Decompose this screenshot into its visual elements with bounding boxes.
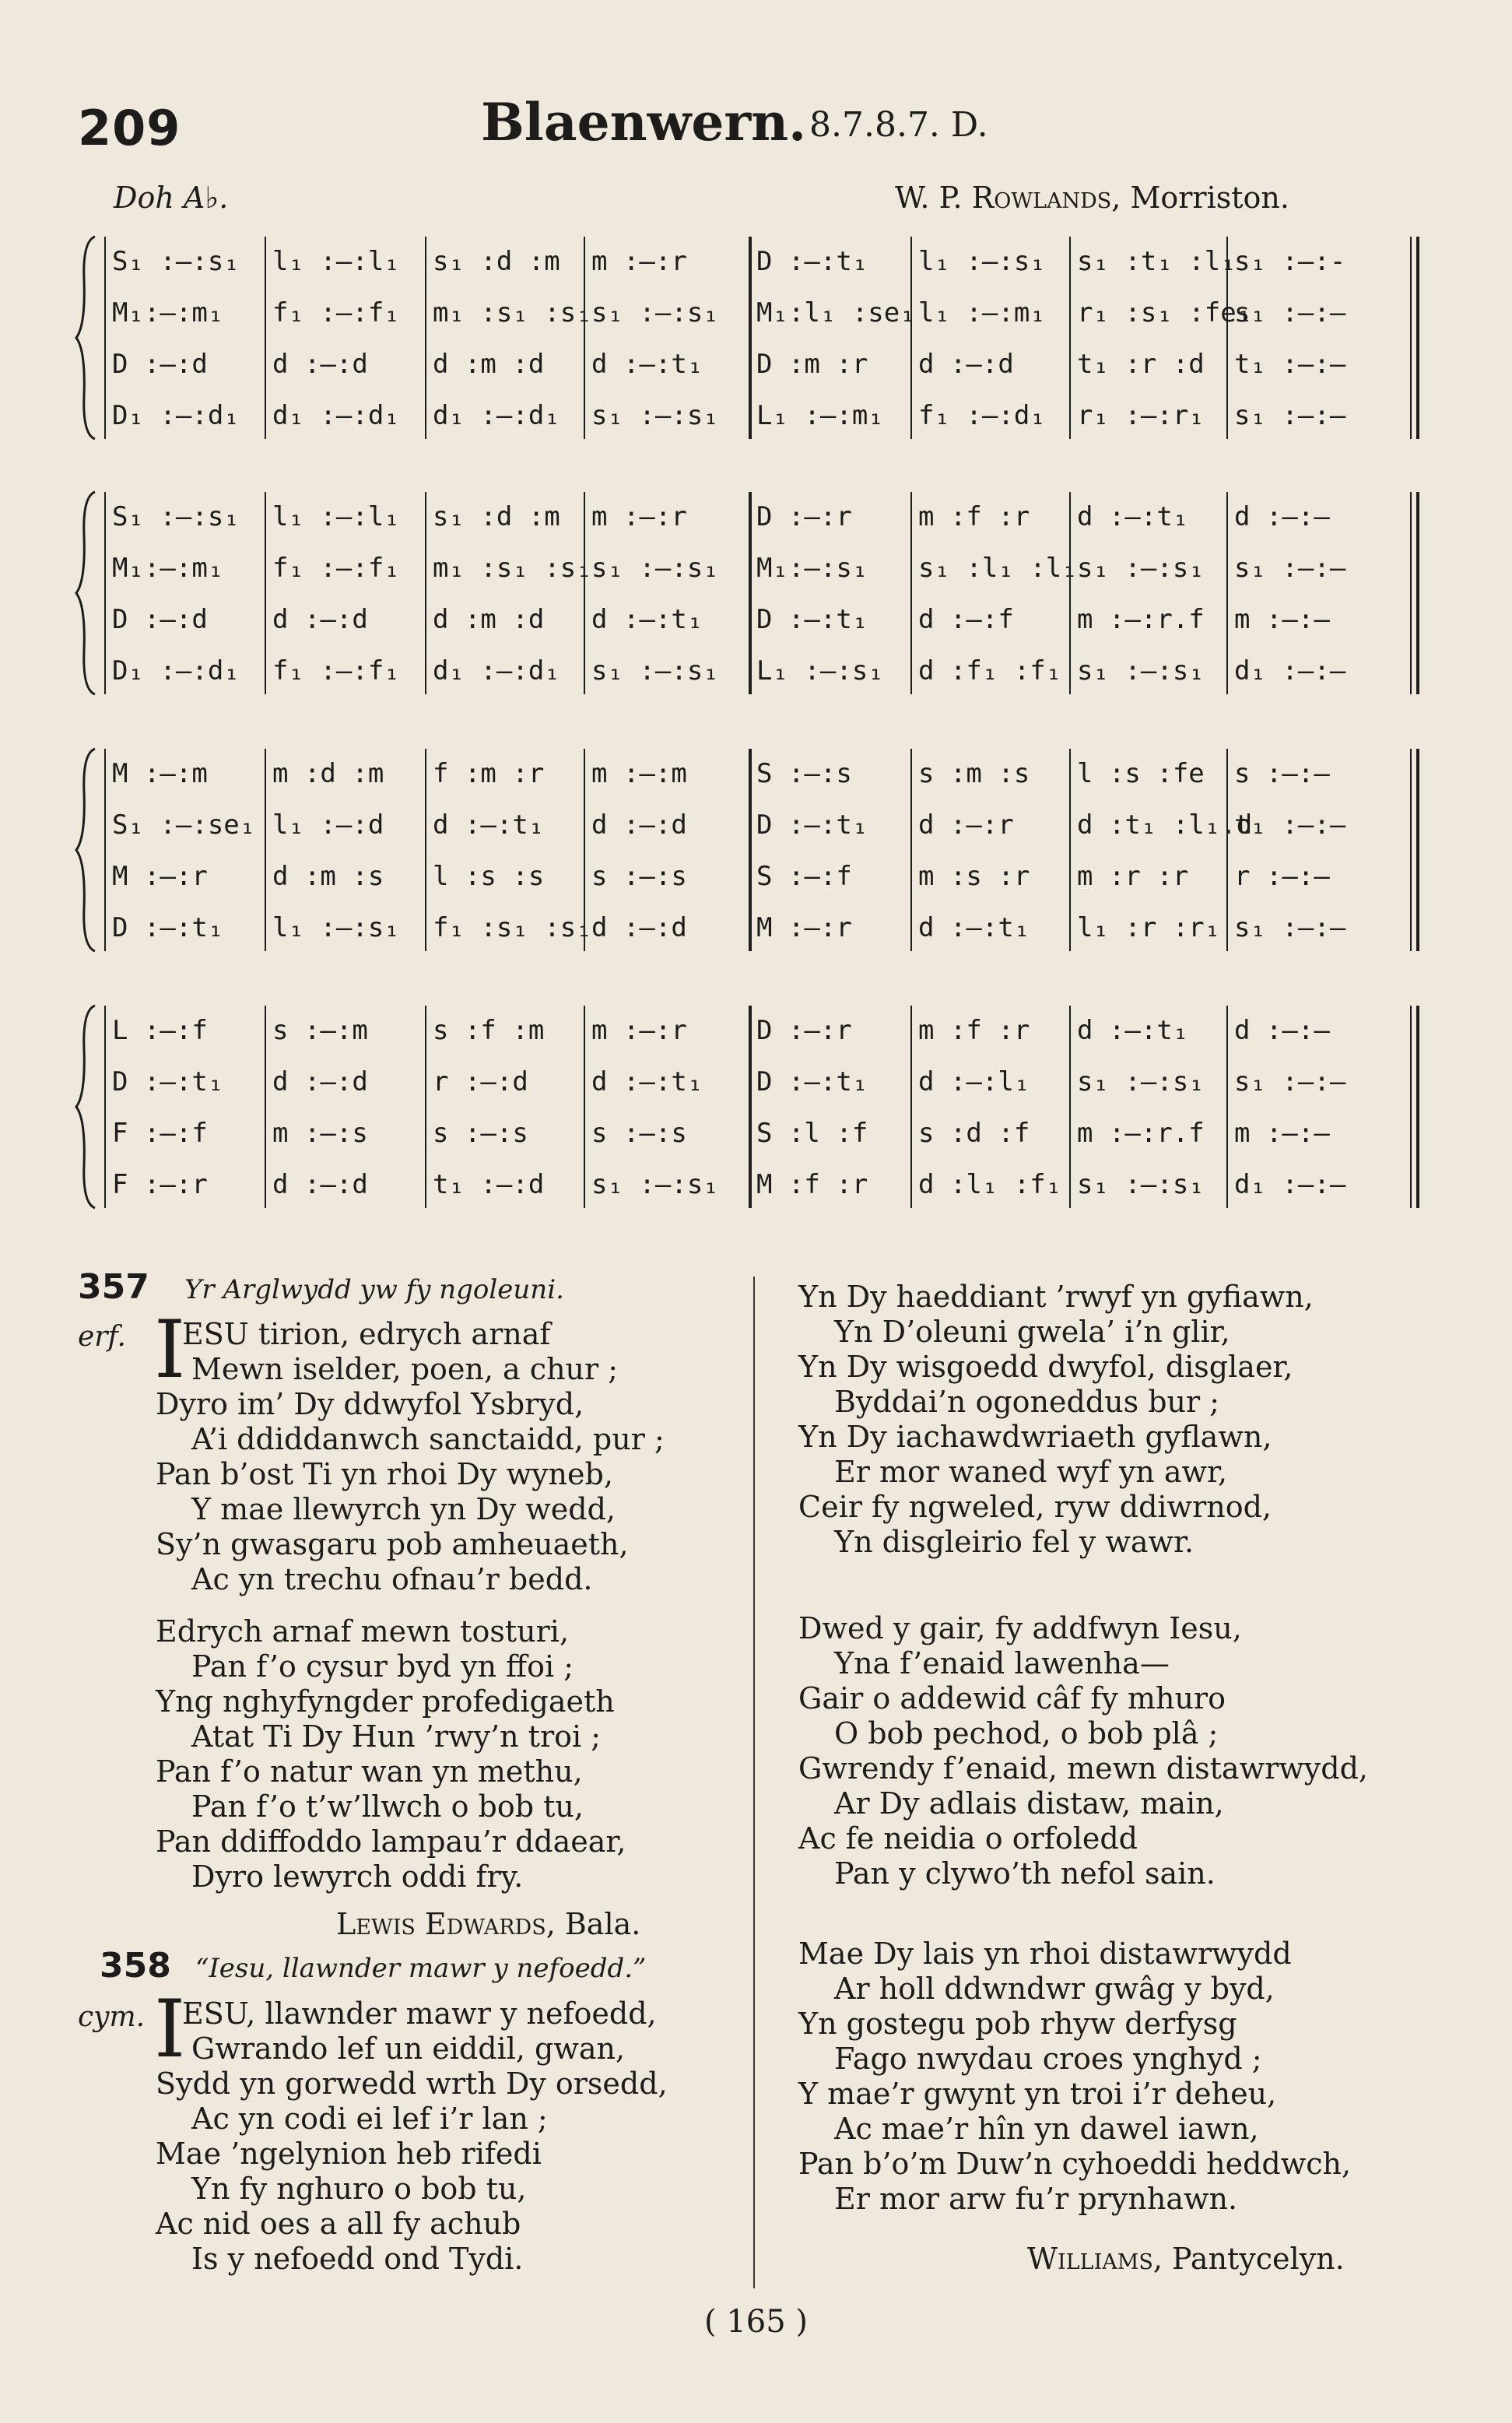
- verse-line: Pan b’o’m Duw’n cyhoeddi heddwch,: [798, 2147, 1352, 2181]
- measure: D :—:t₁: [756, 246, 868, 277]
- verse-line: Is y nefoedd ond Tydi.: [191, 2242, 524, 2276]
- verse-line: Mewn iselder, poen, a chur ;: [191, 1352, 619, 1386]
- measure: d :—:t₁: [1077, 501, 1189, 532]
- measure: m :f :r: [918, 501, 1030, 532]
- measure: l₁ :—:m₁: [918, 297, 1046, 328]
- column-divider: [753, 1276, 755, 2288]
- measure: S :—:f: [756, 861, 852, 892]
- verse-line: O bob pechod, o bob plâ ;: [834, 1716, 1219, 1751]
- measure: s :—:m: [272, 1015, 368, 1046]
- hymn-357-heading: [78, 1267, 564, 1307]
- hymn-358-verse-1: [154, 1983, 668, 2277]
- key-signature: Doh A♭.: [114, 181, 229, 215]
- measure: L₁ :—:m₁: [756, 400, 884, 431]
- hymn-title: Yr Arglwydd yw fy ngoleuni.: [184, 1274, 564, 1305]
- alto-part: [95, 1054, 1430, 1110]
- measure: M₁:—:m₁: [112, 553, 224, 584]
- verse-line: Yn gostegu pob rhyw derfysg: [798, 2007, 1237, 2041]
- measure: l₁ :r :r₁: [1077, 912, 1221, 943]
- measure: d :—:d: [272, 349, 368, 380]
- verse-line: Gair o addewid câf fy mhuro: [798, 1681, 1226, 1715]
- measure: d :—:f: [918, 604, 1014, 635]
- author-name: Williams: [1027, 2242, 1153, 2276]
- music-system: [95, 1003, 1430, 1211]
- measure: d₁ :—:d₁: [433, 655, 560, 687]
- measure: s₁ :l₁ :l₁: [918, 553, 1078, 584]
- measure: D₁ :—:d₁: [112, 400, 240, 431]
- measure: l₁ :—:l₁: [272, 501, 400, 532]
- tune-meter: 8.7.8.7. D.: [809, 105, 988, 145]
- measure: D :—:t₁: [112, 912, 224, 943]
- drop-cap: I: [154, 1304, 186, 1396]
- measure: m :—:m: [591, 758, 687, 789]
- author-name: Lewis Edwards: [336, 1907, 546, 1941]
- measure: d :—:t₁: [918, 912, 1030, 943]
- measure: d :—:t₁: [591, 349, 703, 380]
- verse-line: Yn Dy haeddiant ’rwyf yn gyfiawn,: [798, 1280, 1314, 1314]
- verse-line: Dyro im’ Dy ddwyfol Ysbryd,: [156, 1387, 584, 1421]
- hymn-number: 358: [100, 1946, 171, 1986]
- measure: m :d :m: [272, 758, 384, 789]
- verse-line: Pan f’o natur wan yn methu,: [156, 1754, 583, 1789]
- measure: F :—:f: [112, 1118, 208, 1149]
- measure: d :—:d: [591, 912, 687, 943]
- measure: s :m :s: [918, 758, 1030, 789]
- tune-reference: cym.: [78, 2001, 146, 2033]
- composer-name: W. P. Rowlands: [895, 181, 1112, 215]
- measure: d :f₁ :f₁: [918, 655, 1062, 687]
- measure: m :—:r.f: [1077, 604, 1205, 635]
- measure: D₁ :—:d₁: [112, 655, 240, 687]
- measure: d :—:t₁: [433, 809, 545, 841]
- measure: t₁ :r :d: [1077, 349, 1205, 380]
- verse-line: Pan ddiffoddo lampau’r ddaear,: [156, 1824, 626, 1859]
- measure: d :—:r: [918, 809, 1014, 841]
- music-system: [95, 234, 1430, 442]
- measure: f₁ :—:f₁: [272, 297, 400, 328]
- measure: S₁ :—:s₁: [112, 246, 240, 277]
- verse-line: Ac nid oes a all fy achub: [156, 2207, 521, 2241]
- verse-line: Ac yn trechu ofnau’r bedd.: [191, 1562, 593, 1596]
- measure: s₁ :d :m: [433, 246, 560, 277]
- measure: d₁ :—:d₁: [272, 400, 400, 431]
- measure: m :—:r.f: [1077, 1118, 1205, 1149]
- measure: t₁ :—:—: [1234, 809, 1346, 841]
- measure: f₁ :—:f₁: [272, 553, 400, 584]
- measure: d :m :s: [272, 861, 384, 892]
- measure: d :—:d: [591, 809, 687, 841]
- alto-part: [95, 797, 1430, 853]
- hymn-357-verse-2: [156, 1614, 626, 1895]
- verse-line: Yn Dy wisgoedd dwyfol, disglaer,: [798, 1350, 1293, 1384]
- verse-line: Yn fy nghuro o bob tu,: [191, 2172, 527, 2206]
- verse-line: Yn disgleirio fel y wawr.: [834, 1525, 1195, 1559]
- verse-line: Er mor waned wyf yn awr,: [834, 1455, 1228, 1489]
- verse-line: Sy’n gwasgaru pob amheuaeth,: [156, 1527, 629, 1561]
- measure: s₁ :—:-: [1234, 246, 1346, 277]
- verse-line: Y mae llewyrch yn Dy wedd,: [191, 1492, 616, 1526]
- measure: s₁ :—:s₁: [1077, 1169, 1205, 1200]
- measure: t₁ :—:d: [433, 1169, 545, 1200]
- measure: d₁ :—:—: [1234, 655, 1346, 687]
- measure: d :—:t₁: [591, 604, 703, 635]
- measure: s₁ :—:s₁: [591, 297, 719, 328]
- measure: m :r :r: [1077, 861, 1189, 892]
- measure: m :—:—: [1234, 604, 1330, 635]
- measure: d :t₁ :l₁.d: [1077, 809, 1253, 841]
- measure: f :m :r: [433, 758, 545, 789]
- measure: l₁ :—:l₁: [272, 246, 400, 277]
- music-system: [95, 489, 1430, 697]
- bass-part: [95, 900, 1430, 956]
- measure: f₁ :s₁ :s₁: [433, 912, 592, 943]
- measure: d₁ :—:—: [1234, 1169, 1346, 1200]
- hymn-358-heading: [100, 1946, 646, 1986]
- measure: f₁ :—:f₁: [272, 655, 400, 687]
- measure: m₁ :s₁ :s₁: [433, 553, 592, 584]
- measure: S :—:s: [756, 758, 852, 789]
- measure: d :m :d: [433, 604, 545, 635]
- measure: d :—:d: [918, 349, 1014, 380]
- verse-line: ESU tirion, edrych arnaf: [182, 1317, 551, 1351]
- treble-part: [95, 234, 1430, 290]
- measure: l :s :fe: [1077, 758, 1205, 789]
- measure: m :—:—: [1234, 1118, 1330, 1149]
- hymn-358-verse-4: [798, 1937, 1351, 2217]
- verse-line: Mae ’ngelynion heb rifedi: [156, 2137, 542, 2171]
- measure: S₁ :—:s₁: [112, 501, 240, 532]
- tenor-part: [95, 1105, 1430, 1161]
- hymn-number: 357: [78, 1267, 149, 1307]
- measure: M₁:—:s₁: [756, 553, 868, 584]
- verse-line: Pan f’o t’w’llwch o bob tu,: [191, 1789, 584, 1824]
- measure: s₁ :—:s₁: [591, 400, 719, 431]
- measure: M₁:l₁ :se₁: [756, 297, 916, 328]
- measure: S₁ :—:se₁: [112, 809, 256, 841]
- measure: D :—:d: [112, 604, 208, 635]
- measure: D :—:r: [756, 1015, 852, 1046]
- measure: r₁ :s₁ :fe₁: [1077, 297, 1253, 328]
- author-place: , Pantycelyn.: [1152, 2242, 1345, 2276]
- measure: M :f :r: [756, 1169, 868, 1200]
- verse-line: Dyro lewyrch oddi fry.: [191, 1859, 524, 1894]
- measure: s₁ :—:—: [1234, 400, 1346, 431]
- measure: s₁ :—:—: [1234, 1066, 1346, 1097]
- hymn-title: “Iesu, llawnder mawr y nefoedd.”: [195, 1953, 647, 1984]
- measure: M :—:m: [112, 758, 208, 789]
- measure: s :—:s: [591, 1118, 687, 1149]
- verse-line: Ac yn codi ei lef i’r lan ;: [191, 2102, 548, 2136]
- measure: d :m :d: [433, 349, 545, 380]
- measure: s₁ :d :m: [433, 501, 560, 532]
- verse-line: Sydd yn gorwedd wrth Dy orsedd,: [156, 2067, 668, 2101]
- measure: d :—:—: [1234, 501, 1330, 532]
- measure: M :—:r: [756, 912, 852, 943]
- tenor-part: [95, 848, 1430, 904]
- verse-line: Er mor arw fu’r prynhawn.: [834, 2182, 1238, 2216]
- measure: D :—:d: [112, 349, 208, 380]
- verse-line: A’i ddiddanwch sanctaidd, pur ;: [191, 1422, 665, 1456]
- verse-line: ESU, llawnder mawr y nefoedd,: [182, 1996, 657, 2031]
- measure: m :—:s: [272, 1118, 368, 1149]
- measure: s₁ :—:—: [1234, 912, 1346, 943]
- measure: d :l₁ :f₁: [918, 1169, 1062, 1200]
- tune-number: 209: [78, 100, 181, 156]
- measure: l₁ :—:s₁: [272, 912, 400, 943]
- measure: m :s :r: [918, 861, 1030, 892]
- verse-line: Pan y clywo’th nefol sain.: [834, 1856, 1216, 1891]
- composer-credit: [895, 181, 1289, 215]
- drop-cap: I: [154, 1983, 186, 2076]
- tune-name: Blaenwern.: [481, 92, 807, 153]
- measure: s₁ :—:s₁: [1077, 553, 1205, 584]
- measure: D :m :r: [756, 349, 868, 380]
- measure: m :—:r: [591, 1015, 687, 1046]
- hymn-358-author: [1027, 2242, 1345, 2276]
- measure: L :—:f: [112, 1015, 208, 1046]
- tune-reference: erf.: [78, 1321, 126, 1353]
- measure: s₁ :—:s₁: [1077, 655, 1205, 687]
- tenor-part: [95, 336, 1430, 392]
- measure: d₁ :—:d₁: [433, 400, 560, 431]
- music-system: [95, 746, 1430, 954]
- verse-line: Pan f’o cysur byd yn ffoi ;: [191, 1649, 574, 1684]
- verse-line: Gwrendy f’enaid, mewn distawrwydd,: [798, 1751, 1369, 1786]
- measure: t₁ :—:—: [1234, 349, 1346, 380]
- composer-place: , Morriston.: [1111, 181, 1289, 215]
- verse-line: Byddai’n ogoneddus bur ;: [834, 1385, 1220, 1419]
- measure: s₁ :—:s₁: [591, 1169, 719, 1200]
- verse-line: Ceir fy ngweled, ryw ddiwrnod,: [798, 1490, 1272, 1524]
- measure: l₁ :—:d: [272, 809, 384, 841]
- author-place: , Bala.: [546, 1907, 641, 1941]
- verse-line: Edrych arnaf mewn tosturi,: [156, 1614, 570, 1649]
- bass-part: [95, 388, 1430, 444]
- measure: D :—:t₁: [756, 604, 868, 635]
- measure: s₁ :—:s₁: [591, 655, 719, 687]
- measure: s :f :m: [433, 1015, 545, 1046]
- verse-line: Yng nghyfyngder profedigaeth: [156, 1684, 615, 1719]
- measure: s :—:s: [433, 1118, 528, 1149]
- measure: m₁ :s₁ :s₁: [433, 297, 592, 328]
- measure: l :s :s: [433, 861, 545, 892]
- alto-part: [95, 285, 1430, 341]
- measure: F :—:r: [112, 1169, 208, 1200]
- verse-line: Dwed y gair, fy addfwyn Iesu,: [798, 1611, 1242, 1645]
- verse-line: Ar Dy adlais distaw, main,: [834, 1786, 1224, 1821]
- measure: S :l :f: [756, 1118, 868, 1149]
- verse-line: Mae Dy lais yn rhoi distawrwydd: [798, 1937, 1292, 1971]
- measure: d :—:d: [272, 1169, 368, 1200]
- measure: s :—:—: [1234, 758, 1330, 789]
- alto-part: [95, 540, 1430, 596]
- measure: s :—:s: [591, 861, 687, 892]
- measure: D :—:t₁: [756, 809, 868, 841]
- measure: D :—:r: [756, 501, 852, 532]
- hymn-358-verse-2: [798, 1280, 1314, 1560]
- hymn-358-verse-3: [798, 1611, 1368, 1891]
- measure: l₁ :—:s₁: [918, 246, 1046, 277]
- measure: D :—:t₁: [112, 1066, 224, 1097]
- measure: s₁ :—:—: [1234, 553, 1346, 584]
- measure: d :—:t₁: [1077, 1015, 1189, 1046]
- measure: M :—:r: [112, 861, 208, 892]
- measure: r :—:d: [433, 1066, 528, 1097]
- measure: r₁ :—:r₁: [1077, 400, 1205, 431]
- measure: d :—:d: [272, 1066, 368, 1097]
- treble-part: [95, 489, 1430, 545]
- verse-line: Yn D’oleuni gwela’ i’n glir,: [834, 1315, 1230, 1349]
- measure: d :—:d: [272, 604, 368, 635]
- page-number: ( 165 ): [704, 2304, 808, 2340]
- verse-line: Ac fe neidia o orfoledd: [798, 1821, 1138, 1856]
- measure: s₁ :—:s₁: [591, 553, 719, 584]
- hymn-357-author: [336, 1907, 640, 1941]
- verse-line: Gwrando lef un eiddil, gwan,: [191, 2031, 626, 2066]
- measure: d :—:t₁: [591, 1066, 703, 1097]
- measure: s₁ :—:s₁: [1077, 1066, 1205, 1097]
- measure: M₁:—:m₁: [112, 297, 224, 328]
- verse-line: Pan b’ost Ti yn rhoi Dy wyneb,: [156, 1457, 613, 1491]
- bass-part: [95, 643, 1430, 699]
- measure: m :—:r: [591, 501, 687, 532]
- treble-part: [95, 746, 1430, 802]
- measure: D :—:t₁: [756, 1066, 868, 1097]
- measure: m :f :r: [918, 1015, 1030, 1046]
- measure: d :—:l₁: [918, 1066, 1030, 1097]
- verse-line: Y mae’r gwynt yn troi i’r deheu,: [798, 2077, 1277, 2111]
- measure: s₁ :t₁ :l₁: [1077, 246, 1237, 277]
- verse-line: Ar holl ddwndwr gwâg y byd,: [834, 1972, 1275, 2006]
- verse-line: Atat Ti Dy Hun ’rwy’n troi ;: [191, 1719, 602, 1754]
- measure: d :—:—: [1234, 1015, 1330, 1046]
- hymn-357-verse-1: [154, 1304, 665, 1597]
- treble-part: [95, 1003, 1430, 1059]
- measure: r :—:—: [1234, 861, 1330, 892]
- verse-line: Fago nwydau croes ynghyd ;: [834, 2042, 1262, 2076]
- bass-part: [95, 1157, 1430, 1213]
- measure: L₁ :—:s₁: [756, 655, 884, 687]
- measure: m :—:r: [591, 246, 687, 277]
- measure: s :d :f: [918, 1118, 1030, 1149]
- verse-line: Yn Dy iachawdwriaeth gyflawn,: [798, 1420, 1272, 1454]
- measure: s₁ :—:—: [1234, 297, 1346, 328]
- verse-line: Yna f’enaid lawenha—: [834, 1646, 1170, 1680]
- measure: f₁ :—:d₁: [918, 400, 1046, 431]
- tenor-part: [95, 592, 1430, 648]
- verse-line: Ac mae’r hîn yn dawel iawn,: [834, 2112, 1259, 2146]
